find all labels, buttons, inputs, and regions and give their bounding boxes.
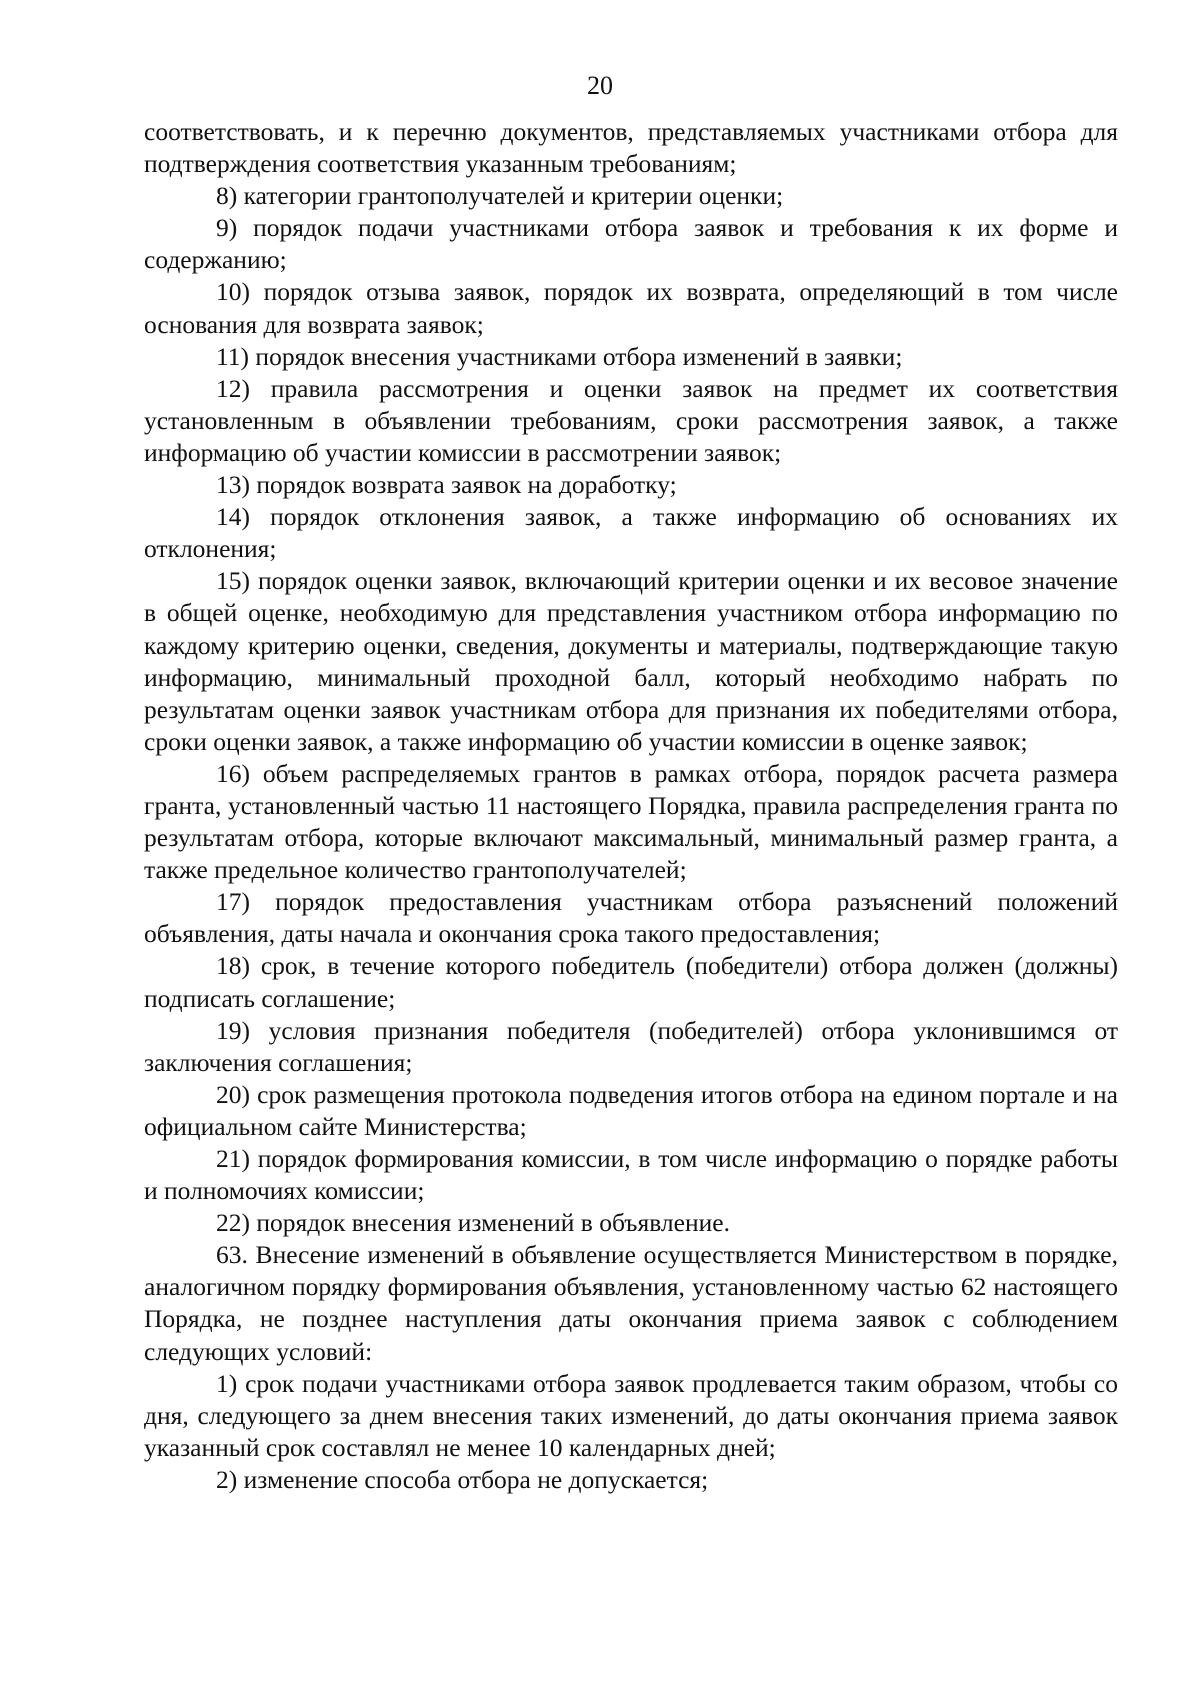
list-item-13: 13) порядок возврата заявок на доработку; — [216, 470, 677, 500]
list-item-10: 10) порядок отзыва заявок, порядок их возврата, определяющий в том числе основания для возврата заявок; — [144, 277, 1118, 339]
document-body — [144, 116, 1118, 1496]
list-item-8: 8) категории грантополучателей и критерии оценки; — [216, 181, 784, 211]
list-item-11: 11) порядок внесения участниками отбора изменений в заявки; — [216, 341, 903, 371]
list-item-16: 16) объем распределяемых грантов в рамках отбора, порядок расчета размера гранта, установленный частью 11 настоящего Порядка, правила распределения гранта по результатам отбора, которые включают максимальный, минимальный размер гранта, а также предельное количество грантополучателей; — [144, 758, 1118, 885]
list-item-18: 18) срок, в течение которого победитель (победители) отбора должен (должны) подписать соглашение; — [144, 951, 1118, 1013]
section-63: 63. Внесение изменений в объявление осуществляется Министерством в порядке, аналогичном порядку формирования объявления, установленному частью 62 настоящего Порядка, не позднее наступления даты окончания приема заявок с соблюдением следующих условий: — [144, 1240, 1118, 1366]
list-item-19: 19) условия признания победителя (победителей) отбора уклонившимся от заключения соглашения; — [144, 1015, 1118, 1077]
paragraph-continuation: соответствовать, и к перечню документов, представляемых участниками отбора для подтверждения соответствия указанным требованиям; — [144, 117, 1118, 179]
list-item-12: 12) правила рассмотрения и оценки заявок на предмет их соответствия установленным в объявлении требованиям, сроки рассмотрения заявок, а также информацию об участии комиссии в рассмотрении заявок; — [144, 373, 1118, 467]
condition-item-1: 1) срок подачи участниками отбора заявок продлевается таким образом, чтобы со дня, следующего за днем внесения таких изменений, до даты окончания приема заявок указанный срок составлял не менее 10 календарных дней; — [144, 1368, 1118, 1462]
list-item-9: 9) порядок подачи участниками отбора заявок и требования к их форме и содержанию; — [144, 213, 1118, 275]
list-item-21: 21) порядок формирования комиссии, в том числе информацию о порядке работы и полномочиях комиссии; — [144, 1144, 1118, 1206]
page-number: 20 — [587, 71, 613, 100]
list-item-14: 14) порядок отклонения заявок, а также информацию об основаниях их отклонения; — [144, 502, 1118, 564]
list-item-20: 20) срок размещения протокола подведения итогов отбора на едином портале и на официальном сайте Министерства; — [144, 1079, 1118, 1141]
list-item-22: 22) порядок внесения изменений в объявление. — [216, 1208, 730, 1238]
list-item-17: 17) порядок предоставления участникам отбора разъяснений положений объявления, даты начала и окончания срока такого предоставления; — [144, 887, 1118, 949]
condition-item-2: 2) изменение способа отбора не допускается; — [216, 1464, 709, 1494]
list-item-15: 15) порядок оценки заявок, включающий критерии оценки и их весовое значение в общей оценке, необходимую для представления участником отбора информацию по каждому критерию оценки, сведения, документы и материалы, подтверждающие такую информацию, минимальный проходной балл, который необходимо набрать по результатам оценки заявок участникам отбора для признания их победителями отбора, сроки оценки заявок, а также информацию об участии комиссии в оценке заявок; — [144, 566, 1118, 756]
